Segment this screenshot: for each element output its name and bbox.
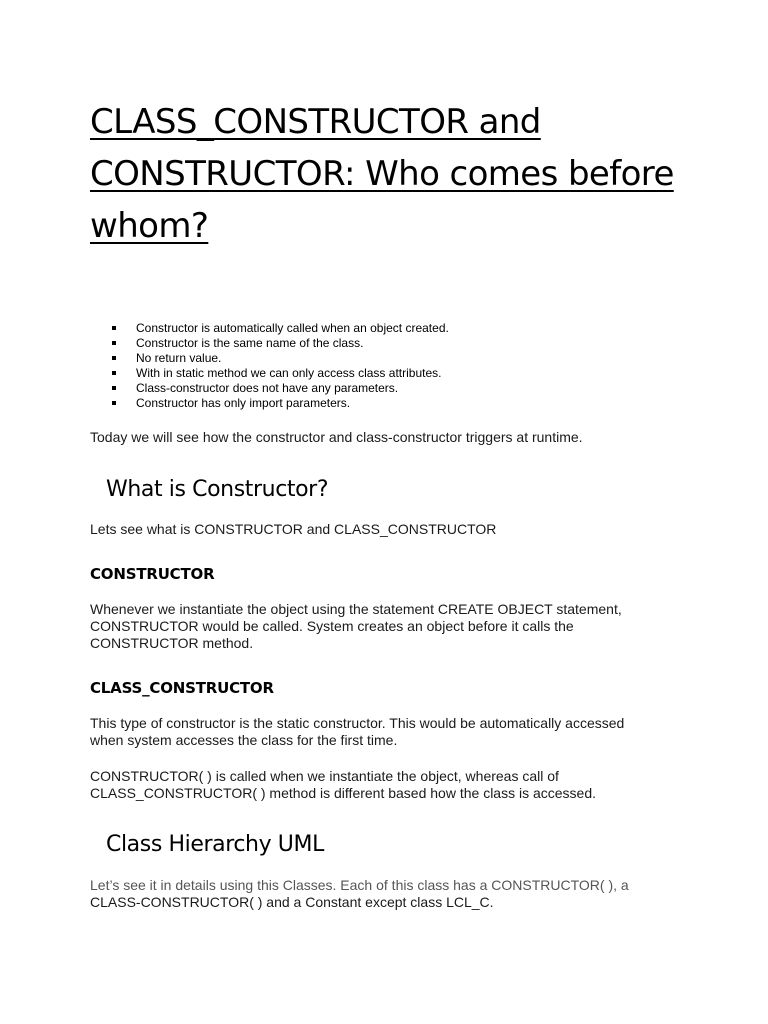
bullet-item: No return value. bbox=[110, 351, 449, 366]
title-line-2: CONSTRUCTOR: Who comes before bbox=[90, 154, 674, 194]
heading-class-hierarchy-uml: Class Hierarchy UML bbox=[106, 832, 324, 857]
bullet-list bbox=[110, 321, 449, 411]
class-constructor-p2-line-1: CONSTRUCTOR( ) is called when we instantiate the object, whereas call of bbox=[90, 768, 559, 784]
heading-what-is-constructor: What is Constructor? bbox=[106, 477, 329, 502]
page-title bbox=[90, 96, 690, 252]
constructor-line-2: CONSTRUCTOR would be called. System creates an object before it calls the bbox=[90, 618, 574, 634]
class-constructor-p1-line-1: This type of constructor is the static constructor. This would be automatically accessed bbox=[90, 715, 625, 731]
square-bullet-icon bbox=[112, 356, 116, 360]
square-bullet-icon bbox=[112, 371, 116, 375]
bullet-item: With in static method we can only access class attributes. bbox=[110, 366, 449, 381]
title-line-3: whom? bbox=[90, 206, 209, 246]
bullet-item: Class-constructor does not have any parameters. bbox=[110, 381, 449, 396]
heading-constructor: CONSTRUCTOR bbox=[90, 565, 215, 583]
square-bullet-icon bbox=[112, 341, 116, 345]
class-constructor-paragraph-2 bbox=[90, 768, 596, 802]
square-bullet-icon bbox=[112, 386, 116, 390]
constructor-line-1: Whenever we instantiate the object using the statement CREATE OBJECT statement, bbox=[90, 601, 622, 617]
class-hierarchy-line-2: CLASS-CONSTRUCTOR( ) and a Constant except class LCL_C. bbox=[90, 894, 494, 910]
bullet-item: Constructor is the same name of the class. bbox=[110, 336, 449, 351]
heading-class-constructor: CLASS_CONSTRUCTOR bbox=[90, 679, 274, 697]
class-constructor-paragraph-1 bbox=[90, 715, 624, 749]
intro-paragraph: Today we will see how the constructor and class-constructor triggers at runtime. bbox=[90, 429, 583, 445]
class-constructor-p1-line-2: when system accesses the class for the first time. bbox=[90, 732, 398, 748]
class-hierarchy-line-1: Let’s see it in details using this Classes. Each of this class has a CONSTRUCTOR( ), a bbox=[90, 877, 629, 893]
bullet-item: Constructor is automatically called when an object created. bbox=[110, 321, 449, 336]
title-line-1: CLASS_CONSTRUCTOR and bbox=[90, 102, 541, 142]
constructor-line-3: CONSTRUCTOR method. bbox=[90, 635, 254, 651]
square-bullet-icon bbox=[112, 401, 116, 405]
class-hierarchy-paragraph bbox=[90, 877, 629, 911]
what-is-constructor-text: Lets see what is CONSTRUCTOR and CLASS_CONSTRUCTOR bbox=[90, 521, 497, 537]
constructor-paragraph bbox=[90, 601, 622, 652]
square-bullet-icon bbox=[112, 326, 116, 330]
bullet-item: Constructor has only import parameters. bbox=[110, 396, 449, 411]
class-constructor-p2-line-2: CLASS_CONSTRUCTOR( ) method is different based how the class is accessed. bbox=[90, 785, 597, 801]
